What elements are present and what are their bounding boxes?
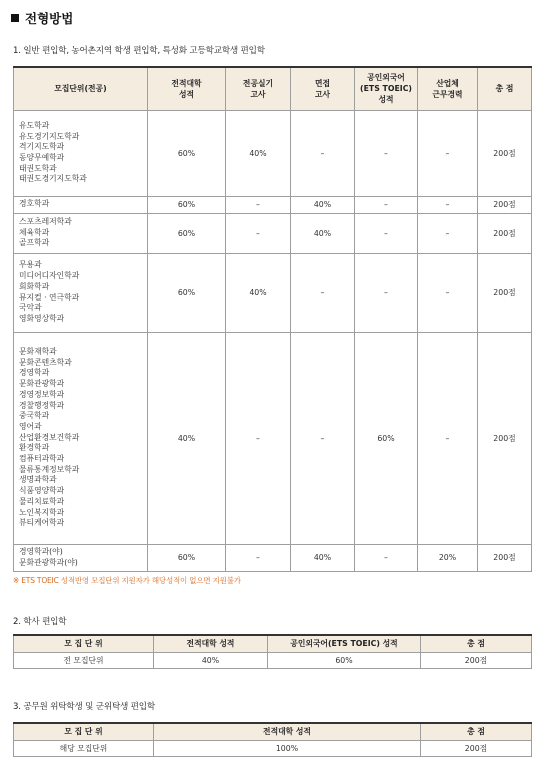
unit-list-cell: 경영학과(야) 문화관광학과(야) — [14, 544, 148, 571]
value-cell-3: – — [355, 196, 418, 213]
section2-cell-0: 전 모집단위 — [14, 653, 154, 669]
value-cell-2: – — [291, 332, 355, 544]
section2-header-2: 공인외국어(ETS TOEIC) 성적 — [268, 635, 421, 653]
value-cell-2: – — [291, 253, 355, 332]
value-cell-1: 40% — [226, 110, 291, 196]
table-row — [14, 196, 532, 213]
value-cell-5: 200점 — [478, 544, 532, 571]
table-row — [14, 544, 532, 571]
value-cell-0: 40% — [148, 332, 226, 544]
unit-list-cell: 스포츠레저학과 체육학과 골프학과 — [14, 213, 148, 253]
value-cell-1: – — [226, 544, 291, 571]
section1-header-1: 전적대학 성적 — [148, 67, 226, 110]
unit-list-cell: 문화재학과 문화콘텐츠학과 경영학과 문화관광학과 경영정보학과 경찰행정학과 중국학과 영어과 산업환경보건학과 환경학과 컴퓨터과학과 물류통계정보학과 생명과학과 식품영양학과 물리치료학과 노인복지학과 뷰티케어학과 — [14, 332, 148, 544]
section1-header-2: 전공실기 고사 — [226, 67, 291, 110]
section3-header-2: 총 점 — [421, 723, 532, 741]
value-cell-2: 40% — [291, 196, 355, 213]
section2-header-0: 모 집 단 위 — [14, 635, 154, 653]
table-row — [14, 332, 532, 544]
toeic-note: ※ ETS TOEIC 성적반영 모집단위 지원자가 해당성적이 없으면 지원불가 — [13, 576, 241, 585]
section3-cell-2: 200점 — [421, 741, 532, 757]
unit-list-cell: 무용과 미디어디자인학과 회화학과 뮤지컬 · 연극학과 국악과 영화영상학과 — [14, 253, 148, 332]
value-cell-5: 200점 — [478, 213, 532, 253]
value-cell-0: 60% — [148, 196, 226, 213]
value-cell-4: – — [418, 253, 478, 332]
square-bullet-icon — [11, 14, 19, 22]
value-cell-3: – — [355, 544, 418, 571]
value-cell-1: – — [226, 213, 291, 253]
section3-heading: 3. 공무원 위탁학생 및 군위탁생 편입학 — [13, 702, 155, 712]
section2-cell-1: 40% — [154, 653, 268, 669]
section1-header-5: 산업체 근무경력 — [418, 67, 478, 110]
section3-cell-0: 해당 모집단위 — [14, 741, 154, 757]
section3-table — [13, 722, 532, 757]
section1-header-3: 면접 고사 — [291, 67, 355, 110]
section1-header-4: 공인외국어 (ETS TOEIC) 성적 — [355, 67, 418, 110]
value-cell-0: 60% — [148, 253, 226, 332]
table-row — [14, 213, 532, 253]
value-cell-2: 40% — [291, 544, 355, 571]
section3-header-1: 전적대학 성적 — [154, 723, 421, 741]
value-cell-3: – — [355, 213, 418, 253]
value-cell-4: 20% — [418, 544, 478, 571]
section2-header-1: 전적대학 성적 — [154, 635, 268, 653]
page-title-text: 전형방법 — [25, 11, 74, 26]
value-cell-3: 60% — [355, 332, 418, 544]
section1-header-6: 총 점 — [478, 67, 532, 110]
value-cell-0: 60% — [148, 213, 226, 253]
section2-heading: 2. 학사 편입학 — [13, 617, 67, 627]
value-cell-4: – — [418, 332, 478, 544]
section2-table — [13, 634, 532, 669]
value-cell-1: – — [226, 332, 291, 544]
section1-table — [13, 66, 532, 572]
value-cell-5: 200점 — [478, 196, 532, 213]
value-cell-4: – — [418, 110, 478, 196]
section3-cell-1: 100% — [154, 741, 421, 757]
section3-header-0: 모 집 단 위 — [14, 723, 154, 741]
value-cell-1: 40% — [226, 253, 291, 332]
section2-header-3: 총 점 — [421, 635, 532, 653]
value-cell-3: – — [355, 110, 418, 196]
value-cell-2: 40% — [291, 213, 355, 253]
value-cell-3: – — [355, 253, 418, 332]
value-cell-0: 60% — [148, 544, 226, 571]
value-cell-2: – — [291, 110, 355, 196]
page-title — [11, 9, 73, 27]
value-cell-5: 200점 — [478, 110, 532, 196]
value-cell-5: 200점 — [478, 253, 532, 332]
value-cell-4: – — [418, 196, 478, 213]
section2-cell-3: 200점 — [421, 653, 532, 669]
table-row — [14, 253, 532, 332]
value-cell-0: 60% — [148, 110, 226, 196]
unit-list-cell: 유도학과 유도경기지도학과 격기지도학과 동양무예학과 태권도학과 태권도경기지도학과 — [14, 110, 148, 196]
value-cell-5: 200점 — [478, 332, 532, 544]
value-cell-1: – — [226, 196, 291, 213]
table-row — [14, 110, 532, 196]
section1-header-0: 모집단위(전공) — [14, 67, 148, 110]
section2-cell-2: 60% — [268, 653, 421, 669]
section1-heading: 1. 일반 편입학, 농어촌지역 학생 편입학, 특성화 고등학교학생 편입학 — [13, 46, 265, 56]
unit-list-cell: 경호학과 — [14, 196, 148, 213]
value-cell-4: – — [418, 213, 478, 253]
